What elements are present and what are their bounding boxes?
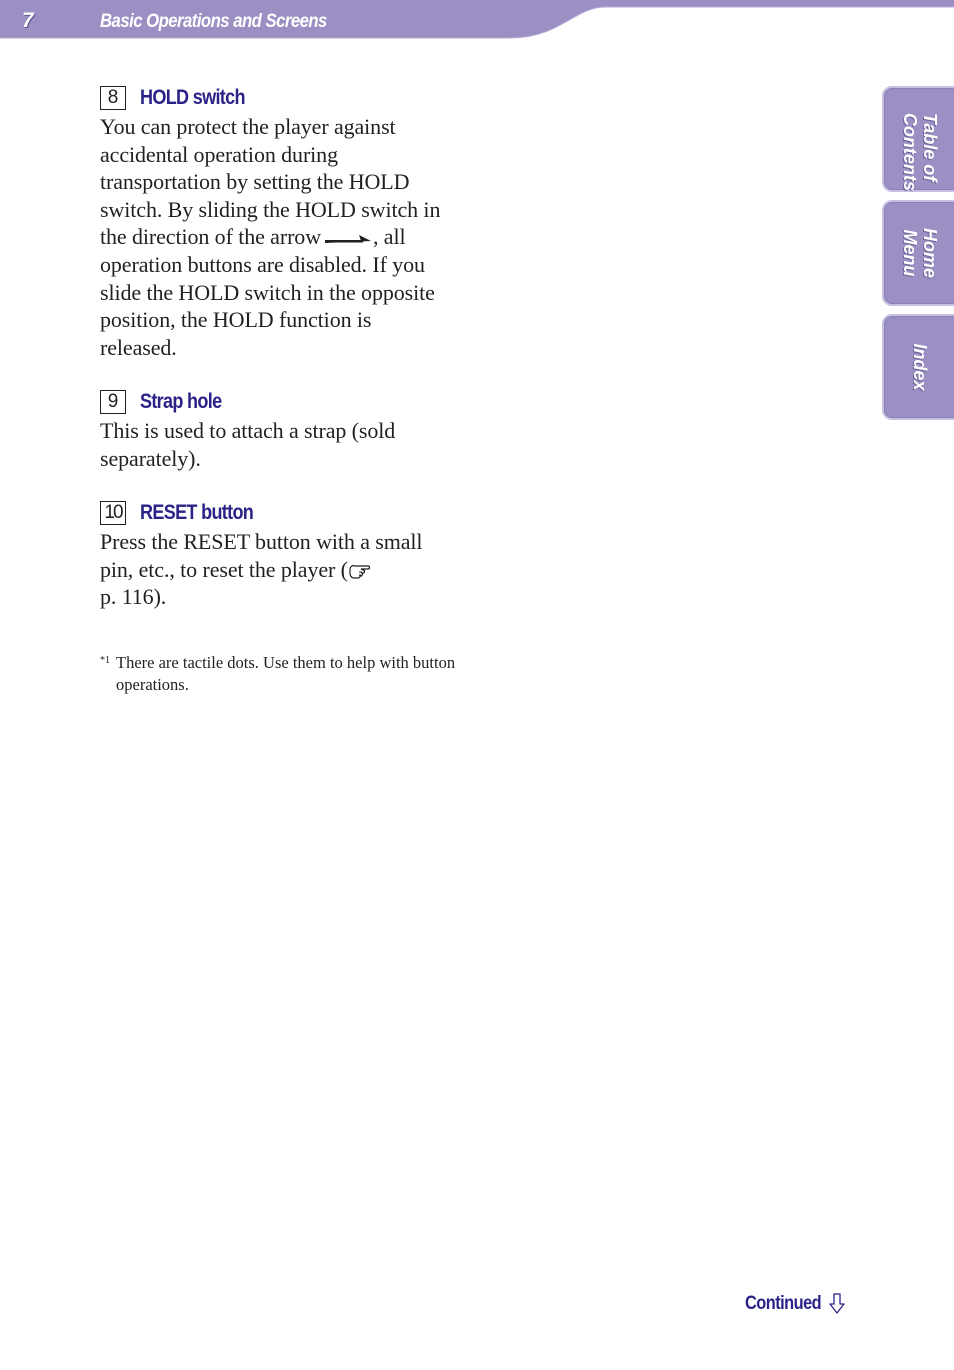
down-arrow-icon (828, 1293, 846, 1315)
item-number-badge: 10 (100, 501, 126, 525)
tab-index-label: Index (910, 343, 930, 391)
pointing-hand-icon[interactable] (348, 561, 372, 579)
continued-label: Continued (745, 1293, 822, 1314)
item-description (100, 113, 450, 361)
right-arrow-icon (325, 232, 371, 246)
description-text: p. 116). (100, 584, 167, 610)
description-text: Press the RESET button with a small pin, etc., to reset the player ( (100, 529, 423, 582)
section-title: Basic Operations and Screens (100, 11, 327, 32)
page-number: 7 (22, 9, 33, 32)
item-header (100, 84, 450, 112)
footnote (100, 652, 460, 696)
item-title: Strap hole (140, 390, 222, 413)
item-title: RESET button (140, 501, 254, 524)
continued-indicator[interactable] (745, 1293, 846, 1315)
description-text: , all operation buttons are disabled. If you slide the HOLD switch in the opposite position, the HOLD function is released. (100, 224, 435, 360)
item-strap-hole (100, 388, 450, 472)
tab-table-of-contents[interactable] (882, 86, 954, 192)
footnote-mark: *1 (100, 655, 110, 666)
tab-table-of-contents-label: Table of Contents (900, 113, 940, 191)
footnote-text: There are tactile dots. Use them to help with button operations. (116, 653, 456, 694)
description-text: You can protect the player against accidental operation during transportation by setting the HOLD switch. By sliding the HOLD switch in the direction of the arrow (100, 114, 441, 250)
tab-home-menu[interactable] (882, 200, 954, 306)
tab-index[interactable] (882, 314, 954, 420)
item-number-badge: 8 (100, 86, 126, 110)
item-hold-switch (100, 84, 450, 361)
item-header (100, 499, 450, 527)
tab-home-menu-label: Home Menu (900, 227, 940, 278)
item-reset-button (100, 499, 450, 611)
item-description (100, 528, 450, 611)
item-description: This is used to attach a strap (sold separately). (100, 418, 396, 471)
item-header (100, 388, 450, 416)
item-number-badge: 9 (100, 390, 126, 414)
item-title: HOLD switch (140, 86, 245, 109)
